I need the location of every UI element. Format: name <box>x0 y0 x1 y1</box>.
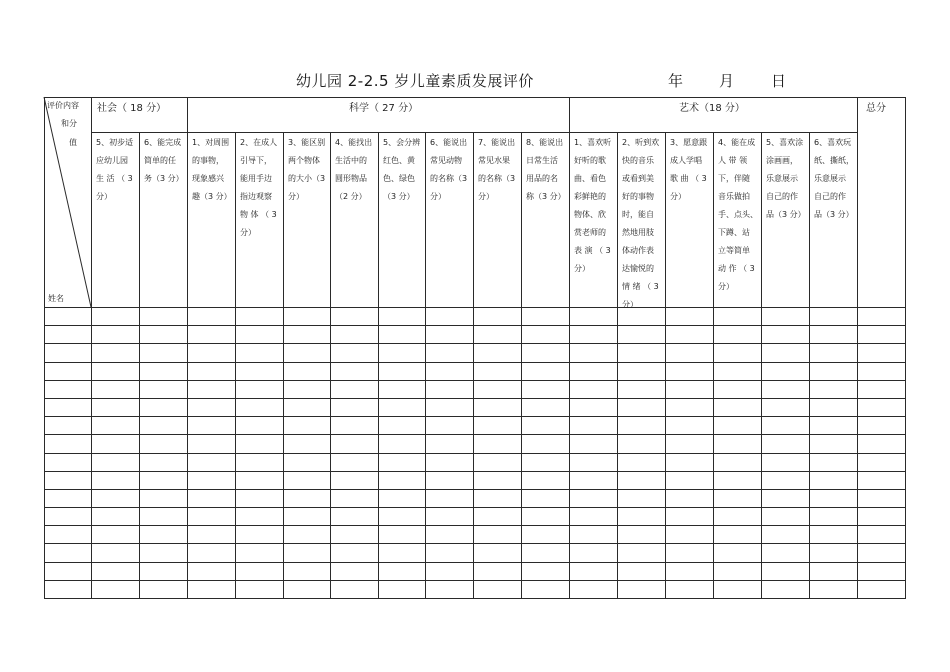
corner-label-content: 评价内容 <box>47 101 79 110</box>
item-header-16: 6、喜欢玩 纸、撕纸， 乐意展示 自己的作 品（3 分） <box>814 138 854 219</box>
item-header-12: 2、听到欢 快的音乐 或看到美 好的事物 时，能自 然地用肢 体动作表 达愉悦的 情 绪 （ 3 分） <box>622 138 660 309</box>
item-header-3: 1、对周围 的事物， 现象感兴 趣（3 分） <box>192 138 232 201</box>
group-total: 总分 <box>866 103 886 114</box>
item-header-15: 5、喜欢涂 涂画画， 乐意展示 自己的作 品（3 分） <box>766 138 806 219</box>
item-header-11: 1、喜欢听 好听的歌 曲、看色 彩鲜艳的 物体、欣 赏老师的 表 演 （ 3 分） <box>574 138 612 273</box>
day-label: 日 <box>771 72 787 90</box>
item-header-13: 3、愿意跟 成人学唱 歌 曲 （ 3 分） <box>670 138 708 201</box>
group-social: 社会（ 18 分） <box>97 103 167 114</box>
item-header-5: 3、能区别 两个物体 的大小（3 分） <box>288 138 326 201</box>
item-header-4: 2、在成人 引导下， 能用手边 指边观察 物 体 （ 3 分） <box>240 138 278 237</box>
corner-label-score: 和分 <box>61 119 77 128</box>
month-label: 月 <box>719 72 735 90</box>
group-science: 科学（ 27 分） <box>349 103 419 114</box>
item-header-10: 8、能说出 日常生活 用品的名 称（3 分） <box>526 138 566 201</box>
item-header-1: 5、初步适 应幼儿园 生 活 （ 3 分） <box>96 138 134 201</box>
corner-label-value: 值 <box>69 138 77 147</box>
item-header-14: 4、能在成 人 带 领 下，伴随 音乐做拍 手、点头、 下蹲、站 立等简单 动 作 （ 3 分） <box>718 138 758 291</box>
item-header-6: 4、能找出 生活中的 圆形物品 （2 分） <box>335 138 373 201</box>
page-title: 幼儿园 2-2.5 岁儿童素质发展评价 <box>296 72 534 90</box>
item-header-9: 7、能说出 常见水果 的名称（3 分） <box>478 138 516 201</box>
item-header-2: 6、能完成 简单的任 务（3 分） <box>144 138 184 183</box>
corner-label-name: 姓名 <box>48 294 64 303</box>
group-art: 艺术（18 分） <box>679 103 745 114</box>
item-header-8: 6、能说出 常见动物 的名称（3 分） <box>430 138 468 201</box>
year-label: 年 <box>668 72 684 90</box>
item-header-7: 5、会分辨 红色、黄 色、绿色 （3 分） <box>383 138 421 201</box>
